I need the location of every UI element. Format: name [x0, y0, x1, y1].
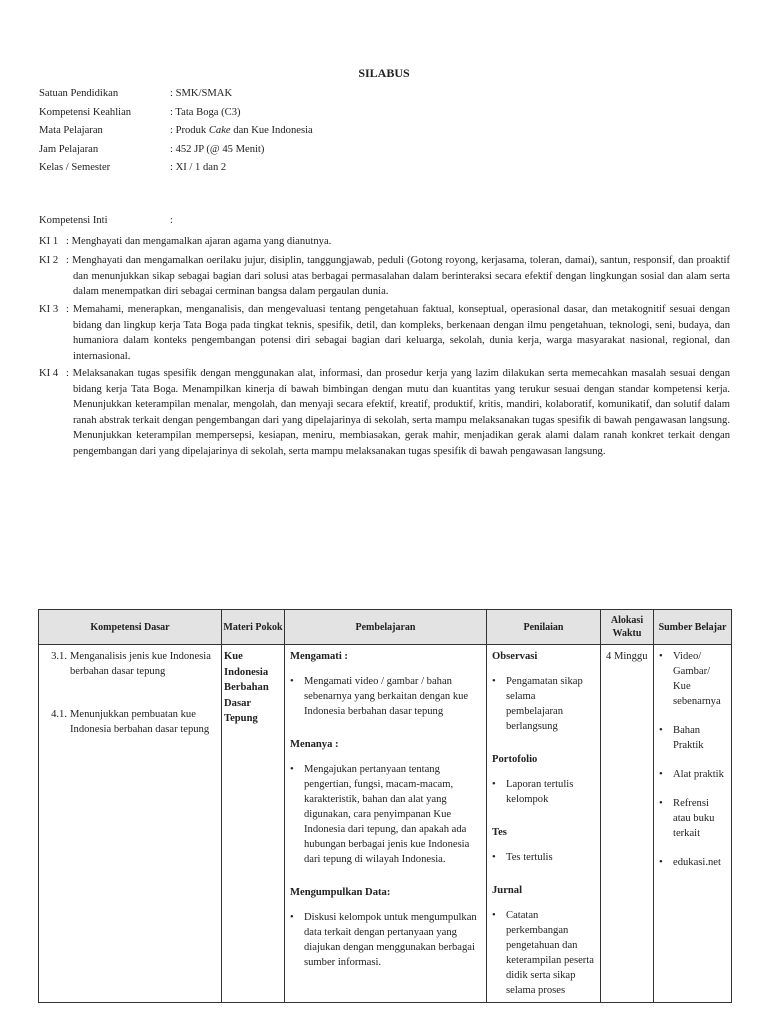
- ki-item: [39, 253, 730, 300]
- list-item: • Mengamati video / gambar / bahan sebenarnya yang berkaitan dengan kue Indonesia berbahan dasar tepung: [290, 676, 469, 717]
- silabus-table: [38, 609, 732, 1003]
- page-title: SILABUS: [358, 66, 410, 80]
- cell-kompetensi-dasar: [39, 645, 222, 1003]
- section-heading: Mengamati :: [290, 651, 348, 662]
- meta-value: : SMK/SMAK: [170, 88, 233, 99]
- ki-text: : Menghayati dan mengamalkan oerilaku jujur, disiplin, tanggungjawab, peduli (Gotong royong, kerjasama, toleran, damai), santun, responsif, dan proaktif dan menunjukkan sikap sebagai bagian dari solusi atas berbagai permasalahan dalam berinteraksi secara efektif dengan lingkungan sosial dan alam serta dalam menempatkan diri sebagai cerminan bangsa dalam pergaulan dunia.: [66, 255, 730, 297]
- list-item: • Catatan perkembangan pengetahuan dan keterampilan peserta didik serta sikap selama proses: [492, 910, 594, 996]
- cell-alokasi-waktu: 4 Minggu: [601, 645, 654, 1003]
- cell-materi-pokok: Kue Indonesia Berbahan Dasar Tepung: [222, 645, 285, 1003]
- ki-text: : Menghayati dan mengamalkan ajaran agama yang dianutnya.: [66, 236, 332, 247]
- list-item: • Refrensi atau buku terkait: [659, 798, 715, 839]
- meta-label: Mata Pelajaran: [39, 125, 103, 136]
- ki-item: [39, 234, 730, 250]
- list-item: • Bahan Praktik: [659, 725, 704, 751]
- section-heading: Tes: [492, 827, 507, 838]
- ki-item: [39, 366, 730, 459]
- meta-value: : XI / 1 dan 2: [170, 162, 227, 173]
- ki-code: KI 3: [39, 304, 59, 315]
- list-item: • edukasi.net: [659, 857, 721, 868]
- meta-label: Satuan Pendidikan: [39, 88, 119, 99]
- list-item: • Pengamatan sikap selama pembelajaran berlangsung: [492, 676, 583, 732]
- kd-item: 4.1. Menunjukkan pembuatan kue Indonesia berbahan dasar tepung: [51, 709, 210, 735]
- ki-heading-label: Kompetensi Inti: [39, 215, 108, 226]
- ki-text: : Melaksanakan tugas spesifik dengan menggunakan alat, informasi, dan prosedur kerja yang lazim dilakukan serta memecahkan masalah sesuai dengan bidang kerja Tata Boga. Menampilkan kinerja di bawah bimbingan dengan mutu dan kuantitas yang terukur sesuai dengan standar kompetensi kerja. Menunjukkan keterampilan menalar, mengolah, dan menyaji secara efektif, kreatif, produktif, kritis, mandiri, kolaboratif, komunikatif, dan solutif dalam ranah abstrak terkait dengan pengembangan dari yang dipelajarinya di sekolah, serta mampu melaksanakan tugas spesifik di bawah pengawasan langsung. Menunjukkan keterampilan mempersepsi, kesiapan, meniru, membiasakan, gerak mahir, menjadikan gerak alami dalam ranah konkret terkait dengan pengembangan dari yang dipelajarinya di sekolah, serta mampu melaksanakan tugas spesifik di bawah pengawasan langsung.: [66, 368, 731, 457]
- header-alokasi-waktu: Alokasi Waktu: [601, 610, 654, 645]
- header-penilaian: Penilaian: [487, 610, 601, 645]
- meta-value: : Produk Cake dan Kue Indonesia: [170, 125, 313, 136]
- cell-sumber-belajar: [654, 645, 732, 1003]
- section-heading: Observasi: [492, 651, 538, 662]
- meta-label: Kelas / Semester: [39, 162, 111, 173]
- meta-label: Jam Pelajaran: [39, 143, 99, 155]
- list-item: • Tes tertulis: [492, 852, 553, 863]
- list-item: • Alat praktik: [659, 769, 724, 780]
- table-row: [39, 645, 732, 1003]
- ki-code: KI 1: [39, 236, 59, 247]
- ki-text: : Memahami, menerapkan, menganalisis, dan mengevaluasi tentang pengetahuan faktual, konseptual, operasional dasar, dan metakognitif sesuai dengan bidang dan lingkup kerja Tata Boga pada tingkat teknis, spesifik, detil, dan kompleks, berkenaan dengan ilmu pengetahuan, teknologi, seni, budaya, dan humaniora dalam konteks pengembangan potensi diri sebagai bagian dari keluarga, sekolah, dunia kerja, warga masyarakat nasional, regional, dan internasional.: [66, 304, 730, 362]
- list-item: • Video/ Gambar/ Kue sebenarnya: [659, 651, 721, 707]
- ki-code: KI 4: [39, 368, 59, 379]
- ki-heading-colon: :: [170, 215, 173, 226]
- ki-item: [39, 302, 730, 364]
- meta-value: : Tata Boga (C3): [170, 106, 241, 118]
- cell-pembelajaran: [285, 645, 487, 1003]
- list-item: • Laporan tertulis kelompok: [492, 779, 574, 805]
- section-heading: Mengumpulkan Data:: [290, 887, 391, 898]
- header-materi-pokok: Materi Pokok: [222, 610, 285, 645]
- header-sumber-belajar: Sumber Belajar: [654, 610, 732, 645]
- header-kompetensi-dasar: Kompetensi Dasar: [39, 610, 222, 645]
- ki-code: KI 2: [39, 255, 59, 266]
- section-heading: Portofolio: [492, 754, 538, 765]
- meta-value: : 452 JP (@ 45 Menit): [170, 143, 265, 155]
- kd-item: 3.1. Menganalisis jenis kue Indonesia berbahan dasar tepung: [51, 651, 211, 677]
- header-pembelajaran: Pembelajaran: [285, 610, 487, 645]
- list-item: • Mengajukan pertanyaan tentang pengertian, fungsi, macam-macam, karakteristik, bahan dan alat yang digunakan, cara penyimpanan Kue Indonesia dari tepung, dan apakah ada hubungan berbagai jenis kue Indonesia dari tepung di wilayah Indonesia.: [290, 764, 470, 865]
- ki-heading: [39, 215, 173, 226]
- meta-label: Kompetensi Keahlian: [39, 106, 132, 118]
- list-item: • Diskusi kelompok untuk mengumpulkan data terkait dengan pertanyaan yang diajukan dengan menggunakan berbagai sumber informasi.: [290, 912, 477, 968]
- cell-penilaian: [487, 645, 601, 1003]
- section-heading: Menanya :: [290, 739, 339, 750]
- section-heading: Jurnal: [492, 885, 523, 896]
- table-header-row: [39, 610, 732, 645]
